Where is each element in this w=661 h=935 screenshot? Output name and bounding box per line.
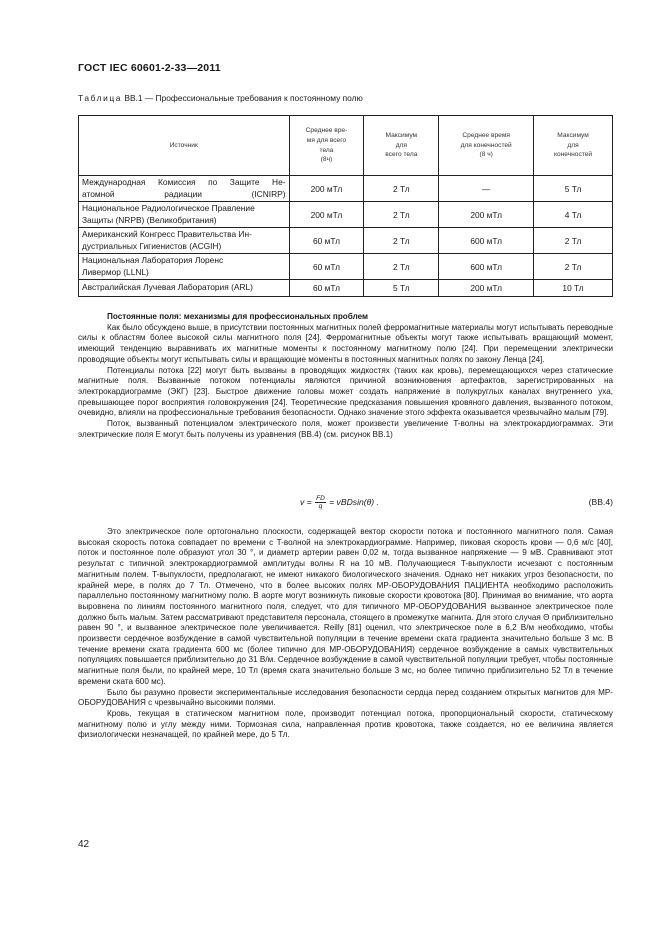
equation-number: (ВВ.4) [588,497,613,507]
table-header-cell: Максимум для конечностей [534,116,613,176]
table-cell: 5 Тл [534,176,613,202]
document-header: ГОСТ IEC 60601-2-33—2011 [78,62,221,74]
body-text-lower [78,527,613,741]
paragraph: Как было обсуждено выше, в присутствии постоянных магнитных полей ферромагнитные материалы могут испытывать переводные силы к областям более высокой силы магнитного поля [24]. Ферромагнитные объекты могут также испытывать вращающий момент, имеющий тенденцию выравнивать их магнитные моменты к постоянному магнитному полю [24]. При перемещении электрически проводящие объекты могут испытывать силы и вращающие моменты в постоянных магнитных полях по закону Ленца [24]. [78,322,613,364]
equation-bb4 [78,493,613,513]
page-number: 42 [78,839,90,850]
table-cell: 600 мТл [439,228,534,254]
section-title: Постоянные поля: механизмы для профессиональных проблем [107,312,369,321]
paragraph: Это электрическое поле ортогонально плоскости, содержащей вектор скорости потока и постоянного магнитного поля. Самая высокая скорость потока совпадает по времени с T-волной на электрокардиограмме. Например, пиковая скорость крови — 0,6 м/с [40], поток и постоянное поле образуют угол 30 °, и диаметр артерии равен 0,02 м, тогда вызванное напряжение — 9 мВ. Сравнивают этот результат с типичной электрокардиограммой амплитуды волны R на 10 мВ. Получающиеся T-выпуклости исчезают с постоянным магнитным полем. T-выпуклости, предполагают, не имеют никакого биологического значения. Однако нет никаких угроз безопасности, по крайней мере, в полях до 7 Тл. Отмечено, что в более высоких полях МР-ОБОРУДОВАНИЯ ПАЦИЕНТА необходимо расположить параллельно постоянному магнитному полю. В аорте могут возникнуть пиковые скорости кровотока [80]. Принимая во внимание, что аорта выровнена по линиям постоянного магнитного поля, следует, что для типичного МР-ОБОРУДОВАНИЯ вызванное электрическое поле должно быть малым. Затем рассматривают представителя персонала, стоящего в промежутке магнита. Для этого случая Θ приблизительно равен 90 °, и вызванное электрическое поле увеличивается. Reilly [81] оценил, что электрическое поле в 6,2 В/м необходимо, чтобы произвести сердечное возбуждение в самой чувствительной популяции в течение времени ската градиента значительно больше 3 мс. В течение времени ската градиента 600 мс (более типично для МР-ОБОРУДОВАНИЯ) сердечное возбуждение в самых чувствительных популяциях повышается приблизительно до 31 В/м. Сердечное возбуждение в самой чувствительной популяции требует, чтобы постоянные магнитные поля были, по крайней мере, 10 Тл (время ската значительно больше 3 мс, но более типично приблизительно 52 Тл в течение времени ската 600 мс). [78,527,613,686]
paragraph: Кровь, текущая в статическом магнитном поле, производит потенциал потока, пропорциональный скорости, статическому магнитному полю и углу между ними. Тормозная сила, направленная против кровотока, также создается, но ее величина является физиологически незначащей, по крайней мере, до 5 Тл. [78,708,613,740]
paragraph: Потенциалы потока [22] могут быть вызваны в проводящих жидкостях (таких как кровь), перемещающихся через статические магнитные поля. Вызванные потоком потенциалы являются причиной возникновения артефактов, зарегистрированных на электрокардиограмме (ЭКГ) [23]. Быстрое движение головы может создать напряжение в полукруглых каналах внутреннего уха, превышающее порог восприятия головокружения [24]. Теоретические предсказания повышения кровяного давления, вызванного потоком, очевидно, влияли на профессиональные требования безопасности. Однако значение этого эффекта оказывается чрезвычайно малым [79]. [78,365,613,418]
table-cell: 200 мТл [439,202,534,228]
table-cell: — [439,176,534,202]
table-caption [78,93,363,103]
table-cell: 60 мТл [289,280,364,297]
table-cell-source: Национальная Лаборатория Лоренс Ливермор (LLNL) [79,254,290,280]
table-cell: 200 мТл [289,202,364,228]
table-header-cell: Среднее время для конечностей (8 ч) [439,116,534,176]
fraction-denominator: q [318,503,323,510]
table-header-cell: Среднее вре- мя для всего тела (8ч) [289,116,364,176]
equation-fraction [315,495,326,510]
table-cell: 200 мТл [289,176,364,202]
table-cell: 60 мТл [289,254,364,280]
table-header-cell: Максимум для всего тела [364,116,439,176]
table-row [79,280,613,297]
body-text-upper [78,312,613,440]
table-caption-text: ВВ.1 — Профессиональные требования к постоянному полю [122,93,363,103]
paragraph: Поток, вызванный потенциалом электрического поля, может произвести увеличение T-волны на электрокардиограммах. Эти электрические поля E могут быть получены из уравнения (ВВ.4) (см. рисунок ВВ.1) [78,419,613,439]
table-cell: 10 Тл [534,280,613,297]
table-row [79,254,613,280]
table-cell: 2 Тл [534,228,613,254]
table-cell-source: Американский Конгресс Правительства Ин- дустриальных Гигиенистов (ACGIH) [79,228,290,254]
table-cell: 200 мТл [439,280,534,297]
equation-lhs: v = [300,496,312,507]
table-cell: 5 Тл [364,280,439,297]
table-cell: 4 Тл [534,202,613,228]
table-cell: 2 Тл [364,176,439,202]
table-row [79,202,613,228]
table-cell: 60 мТл [289,228,364,254]
table-header-cell: Источник [79,116,290,176]
table-row [79,228,613,254]
paragraph: Было бы разумно провести экспериментальные исследования безопасности сердца перед созданием открытых магнитов для МР-ОБОРУДОВАНИЯ с чрезвычайно высокими полями. [78,687,613,708]
table-cell-source: Австралийская Лучевая Лаборатория (ARL) [79,280,290,297]
equation-rhs: = vBDsin(θ) . [329,496,379,507]
requirements-table [78,115,613,297]
table-cell-source: Международная Комиссия по Защите Не- атомной радиации (ICNIRP) [79,176,290,202]
table-cell: 600 мТл [439,254,534,280]
table-header-row [79,116,613,176]
table-cell: 2 Тл [364,202,439,228]
equation-body [300,495,379,510]
table-cell: 2 Тл [364,254,439,280]
table-cell-source: Национальное Радиологическое Правление Защиты (NRPB) (Великобритания) [79,202,290,228]
table-cell: 2 Тл [534,254,613,280]
table-caption-label: Таблица [78,93,123,103]
table-row [79,176,613,202]
table-cell: 2 Тл [364,228,439,254]
fraction-numerator: FD [316,495,325,502]
